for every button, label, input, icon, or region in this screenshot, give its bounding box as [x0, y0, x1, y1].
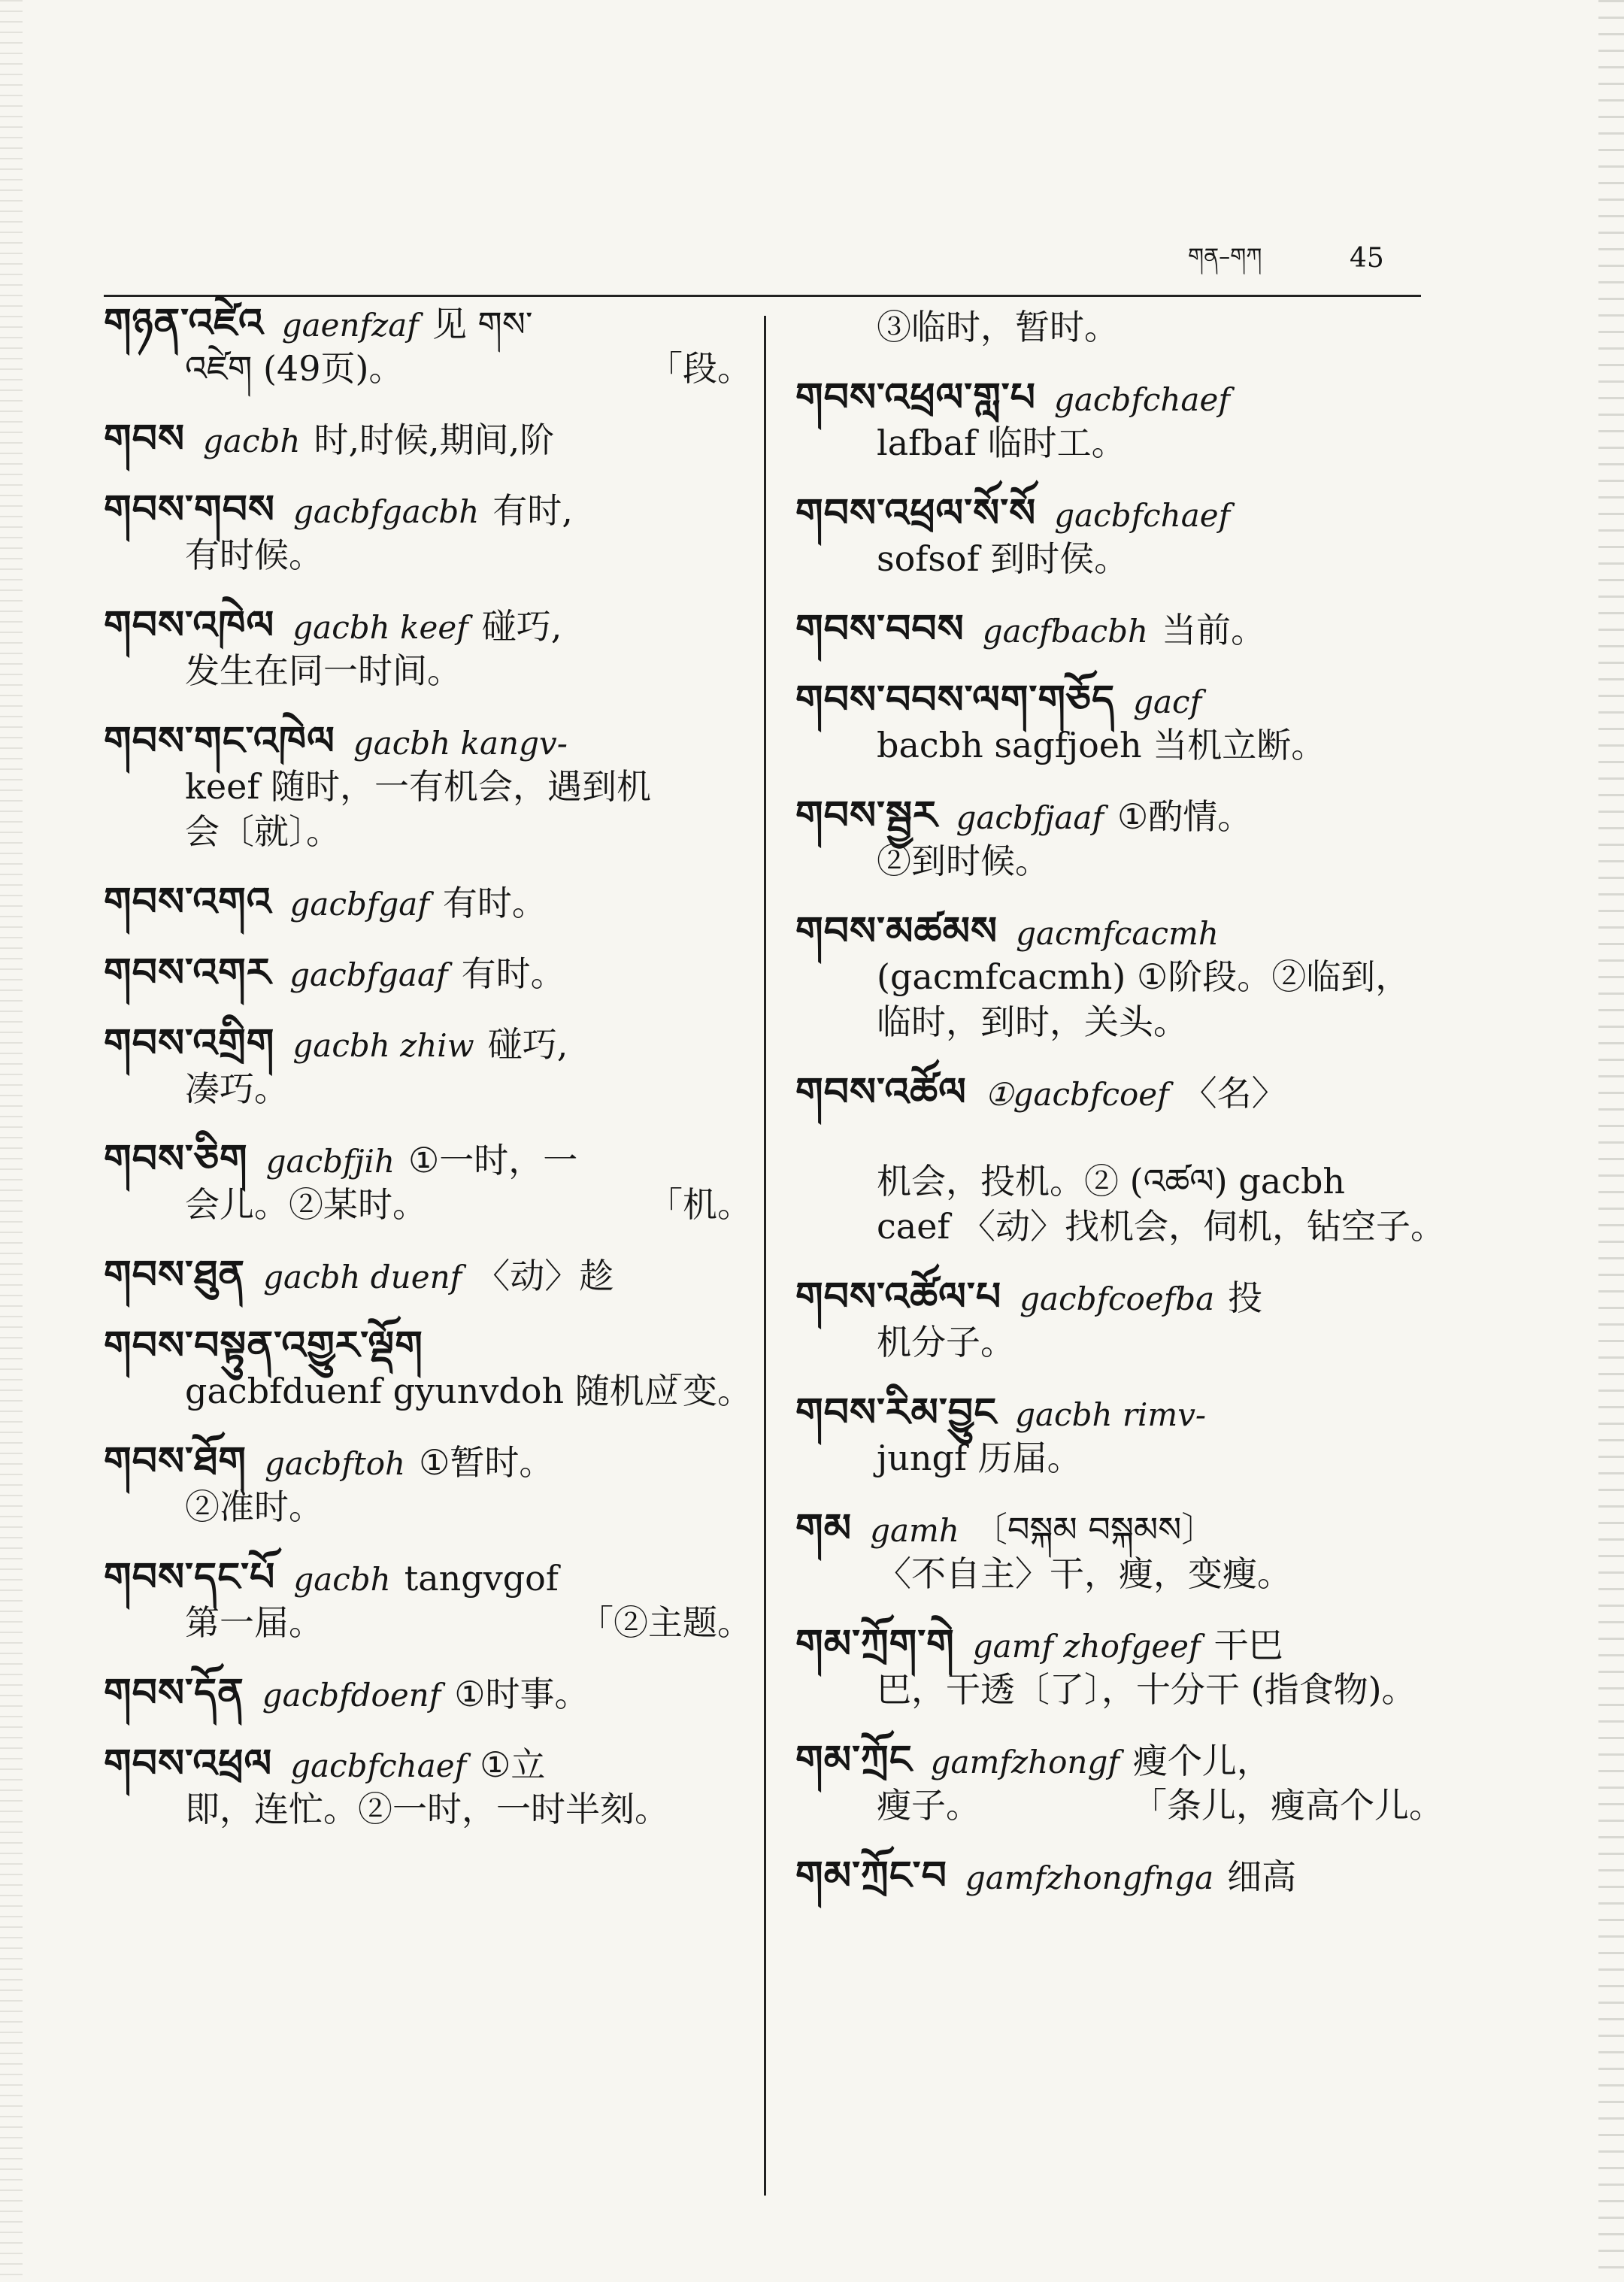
entry-first-line [795, 607, 1444, 652]
entry-continuation: bacbh sagfjoeh 当机立断。 [877, 725, 1326, 765]
entry-headword: གབས་རིམ་བྱུང [795, 1390, 998, 1435]
entry-continuation: ③临时，暂时。 [877, 307, 1119, 347]
dictionary-entry [104, 1021, 752, 1111]
entry-romanization: gacbh rimv- [1015, 1396, 1207, 1433]
entry-definition: 〔བསྐམ བསྐམས〕 [972, 1509, 1216, 1550]
entry-continuation: 〈不自主〉干，瘦，变瘦。 [877, 1553, 1292, 1594]
dictionary-entry [795, 1853, 1444, 1899]
entry-romanization: gacbfjaaf [956, 799, 1104, 836]
dictionary-entry [795, 375, 1444, 465]
entry-headword: གབས་ཐུན [104, 1253, 246, 1298]
entry-first-line [104, 417, 752, 462]
entry-definition: ①酌情。 [1117, 796, 1253, 837]
entry-continuation: འཛེག (49页)。 「段。 [104, 346, 752, 391]
entry-headword: གམ་ཀྲོང་བ [795, 1853, 947, 1899]
entry-headword: གམ [795, 1506, 853, 1551]
dictionary-entry [795, 491, 1444, 581]
carryover-fragment: 「段。 [648, 348, 752, 389]
dictionary-entry [104, 1137, 752, 1227]
entry-first-line [795, 1622, 1444, 1667]
entry-definition: 细高 [1227, 1856, 1297, 1897]
carryover-fragment: 「②主题。 [579, 1602, 752, 1643]
entry-continuation: 瘦子。 「条儿，瘦高个儿。 [795, 1783, 1444, 1828]
entry-romanization: gacbfgaf [289, 886, 429, 923]
entry-definition: 有时。 [461, 953, 565, 994]
entry-first-line [104, 1439, 752, 1484]
dictionary-entry [104, 880, 752, 925]
entry-headword: གབས་ཐོག [104, 1439, 247, 1484]
entry-definition: 投 [1228, 1277, 1263, 1318]
entry-headword: གབས་སྦྱར [795, 793, 938, 838]
entry-romanization: gacfbacbh [982, 613, 1149, 650]
dictionary-entry [795, 677, 1444, 768]
entry-continuation: (gacmfcacmh) ①阶段。②临到， [877, 956, 1410, 997]
entry-definition: ①暂时。 [419, 1442, 554, 1483]
entry-first-line [795, 1390, 1444, 1435]
entry-romanization: gacbh zhiw [292, 1027, 474, 1064]
entry-first-line [104, 1741, 752, 1787]
entry-romanization: gamf zhofgeef [972, 1628, 1201, 1665]
dictionary-entry [104, 950, 752, 996]
entry-definition: 有时。 [442, 883, 547, 923]
entry-romanization: gacbfchaef [290, 1747, 467, 1784]
entry-first-line [104, 1137, 752, 1182]
entry-continuation: 发生在同一时间。 [185, 650, 462, 691]
entry-romanization: gacbh [203, 423, 301, 459]
entry-headword: གབས་གང་འཁེལ [104, 719, 335, 764]
right-column [795, 305, 1444, 1924]
entry-headword: གབས་དང་པོ [104, 1555, 276, 1600]
entry-romanization: gacbfchaef [1053, 381, 1230, 418]
entry-first-line [104, 487, 752, 532]
entry-definition: ①一时，一 [408, 1140, 578, 1180]
entry-first-line [104, 1555, 752, 1600]
carryover-fragment: 「条儿，瘦高个儿。 [1132, 1785, 1444, 1826]
entry-first-line [795, 909, 1444, 954]
entry-first-line [795, 677, 1444, 723]
entry-definition: 时,时候,期间,阶 [314, 420, 555, 460]
entry-headword: གབས་འགའ [104, 880, 272, 925]
entry-romanization: gacbfcoefba [1020, 1280, 1215, 1317]
entry-continuation: 第一届。 「②主题。 [104, 1600, 752, 1645]
entry-continuation: 机分子。 [877, 1322, 1015, 1362]
dictionary-entry [795, 607, 1444, 652]
entry-continuation: 机会，投机。② (འཚལ) gacbh [877, 1161, 1346, 1202]
entry-romanization: gacbh [293, 1561, 391, 1598]
carryover-fragment: 「变。 [648, 1371, 752, 1411]
entry-continuation: 凑巧。 [185, 1068, 289, 1109]
dictionary-entry [104, 1439, 752, 1529]
entry-continuation: 会儿。②某时。 「机。 [104, 1182, 752, 1227]
entry-first-line [104, 1323, 752, 1368]
dictionary-entry [795, 1390, 1444, 1480]
entry-romanization: gacbfgacbh [293, 493, 480, 530]
dictionary-entry [104, 1323, 752, 1414]
entry-headword: གབས་འཕྲལ [104, 1741, 273, 1787]
dictionary-entry [104, 301, 752, 391]
entry-first-line [795, 1274, 1444, 1320]
entry-continuation: 即，连忙。②一时，一时半刻。 [185, 1789, 669, 1829]
entry-headword: གཉན་འཛེའ [104, 301, 264, 346]
entry-first-line [104, 1021, 752, 1066]
entry-romanization: gamfzhongfnga [965, 1859, 1214, 1896]
entry-romanization: gacbfgaaf [289, 956, 448, 993]
entry-romanization: gacbfjih [265, 1143, 395, 1180]
entry-romanization: ①gacbfcoef [984, 1076, 1169, 1113]
entry-continuation: 会〔就〕。 [185, 811, 341, 852]
entry-romanization: gacf [1133, 683, 1202, 720]
dictionary-entry [104, 417, 752, 462]
dictionary-entry [795, 1506, 1444, 1596]
dictionary-entry [795, 305, 1444, 350]
entry-first-line [104, 603, 752, 648]
entry-definition: 〈名〉 [1182, 1073, 1286, 1114]
entry-romanization: gacbftoh [264, 1445, 406, 1482]
entry-definition: ①立 [480, 1744, 546, 1785]
dictionary-entry [104, 1253, 752, 1298]
entry-headword: གབས་དོན [104, 1671, 244, 1716]
entry-definition: 〈动〉趁 [475, 1256, 614, 1296]
dictionary-entry [795, 909, 1444, 1044]
entry-first-line [795, 793, 1444, 838]
entry-romanization: gacbfdoenf [262, 1677, 441, 1714]
entry-headword: གམ་ཀྲོང [795, 1738, 913, 1783]
left-column [104, 301, 752, 1857]
entry-first-line [104, 1253, 752, 1298]
entry-romanization: gamh [870, 1512, 959, 1549]
dictionary-entry [795, 1622, 1444, 1712]
dictionary-entry [104, 1671, 752, 1716]
entry-headword: གབས [104, 417, 186, 462]
entry-first-line [104, 880, 752, 925]
entry-headword: གབས་འཚོལ་པ [795, 1274, 1002, 1320]
entry-headword: གབས་བསྟུན་འགྱུར་ལྡོག [104, 1323, 423, 1368]
entry-first-line [795, 491, 1444, 536]
entry-romanization: gamfzhongf [930, 1744, 1120, 1780]
entry-continuation: lafbaf 临时工。 [877, 423, 1126, 463]
entry-continuation: ②准时。 [185, 1486, 323, 1527]
entry-definition: 当前。 [1162, 610, 1266, 650]
header-range: གན–གཀ [1188, 244, 1262, 270]
scan-edge-left [0, 0, 23, 2282]
column-divider [764, 316, 766, 2196]
dictionary-entry [104, 719, 752, 854]
entry-headword: གབས་འགར [104, 950, 272, 996]
entry-first-line [795, 1070, 1444, 1115]
entry-romanization: gacbfchaef [1054, 497, 1231, 534]
carryover-fragment: 「机。 [648, 1184, 752, 1225]
entry-headword: གབས་ཅིག [104, 1137, 248, 1182]
entry-first-line [795, 1738, 1444, 1783]
scan-edge-right [1598, 0, 1624, 2282]
dictionary-entry [795, 793, 1444, 883]
entry-romanization: gacbh kangv- [353, 725, 568, 762]
entry-continuation: gacbfduenf gyunvdoh 随机应 「变。 [104, 1368, 752, 1414]
entry-first-line [104, 1671, 752, 1716]
entry-headword: གབས་འཁེལ [104, 603, 275, 648]
entry-first-line [795, 1853, 1444, 1899]
dictionary-entry [104, 603, 752, 693]
entry-definition: tangvgof [404, 1558, 559, 1599]
entry-headword: གབས་བབས [795, 607, 965, 652]
entry-continuation: jungf 历届。 [877, 1438, 1082, 1478]
page-header [1188, 242, 1413, 277]
dictionary-entry [795, 1738, 1444, 1828]
entry-continuation: 临时，到时，关头。 [877, 1002, 1188, 1042]
entry-first-line [795, 375, 1444, 420]
entry-headword: གབས་འཕྲལ་སོ་སོ [795, 491, 1037, 536]
dictionary-entry [104, 1741, 752, 1832]
entry-romanization: gacbh keef [292, 609, 468, 646]
dictionary-entry [795, 1070, 1444, 1249]
entry-continuation: sofsof 到时侯。 [877, 538, 1129, 579]
entry-definition: 碰巧, [487, 1024, 568, 1065]
entry-continuation: 有时候。 [185, 535, 323, 575]
entry-continuation: caef 〈动〉找机会，伺机，钻空子。 [877, 1206, 1446, 1247]
entry-romanization: gaenfzaf [281, 307, 419, 344]
entry-first-line [104, 950, 752, 996]
header-rule [104, 295, 1421, 297]
entry-headword: གབས་འགྲིག [104, 1021, 275, 1066]
dictionary-entry [104, 487, 752, 577]
entry-first-line [104, 301, 752, 346]
entry-definition: 见 གས་ [432, 304, 533, 344]
entry-continuation: 巴，干透〔了〕，十分干 (指食物)。 [877, 1669, 1416, 1710]
entry-romanization: gacbh duenf [263, 1259, 462, 1296]
entry-headword: གབས་འཕྲལ་གླ་པ [795, 375, 1036, 420]
entry-gap [795, 1115, 1444, 1159]
entry-first-line [795, 1506, 1444, 1551]
entry-definition: 瘦个儿， [1132, 1741, 1271, 1781]
entry-first-line [104, 719, 752, 764]
page-number: 45 [1350, 243, 1384, 274]
dictionary-entry [795, 1274, 1444, 1365]
entry-definition: 干巴 [1213, 1625, 1283, 1665]
entry-romanization: gacmfcacmh [1016, 915, 1219, 952]
entry-continuation: ②到时候。 [877, 841, 1050, 881]
entry-headword: གམ་ཀྲོག་གེ [795, 1622, 955, 1667]
entry-definition: 碰巧, [481, 606, 562, 647]
entry-headword: གབས་གབས [104, 487, 276, 532]
entry-definition: 有时, [492, 490, 573, 531]
entry-headword: གབས་འཚོལ [795, 1070, 967, 1115]
dictionary-entry [104, 1555, 752, 1645]
entry-headword: གབས་བབས་ལག་གཅོད [795, 677, 1116, 723]
entry-headword: གབས་མཚམས [795, 909, 998, 954]
entry-continuation: keef 随时，一有机会，遇到机 [185, 766, 651, 807]
entry-definition: ①时事。 [454, 1674, 589, 1714]
